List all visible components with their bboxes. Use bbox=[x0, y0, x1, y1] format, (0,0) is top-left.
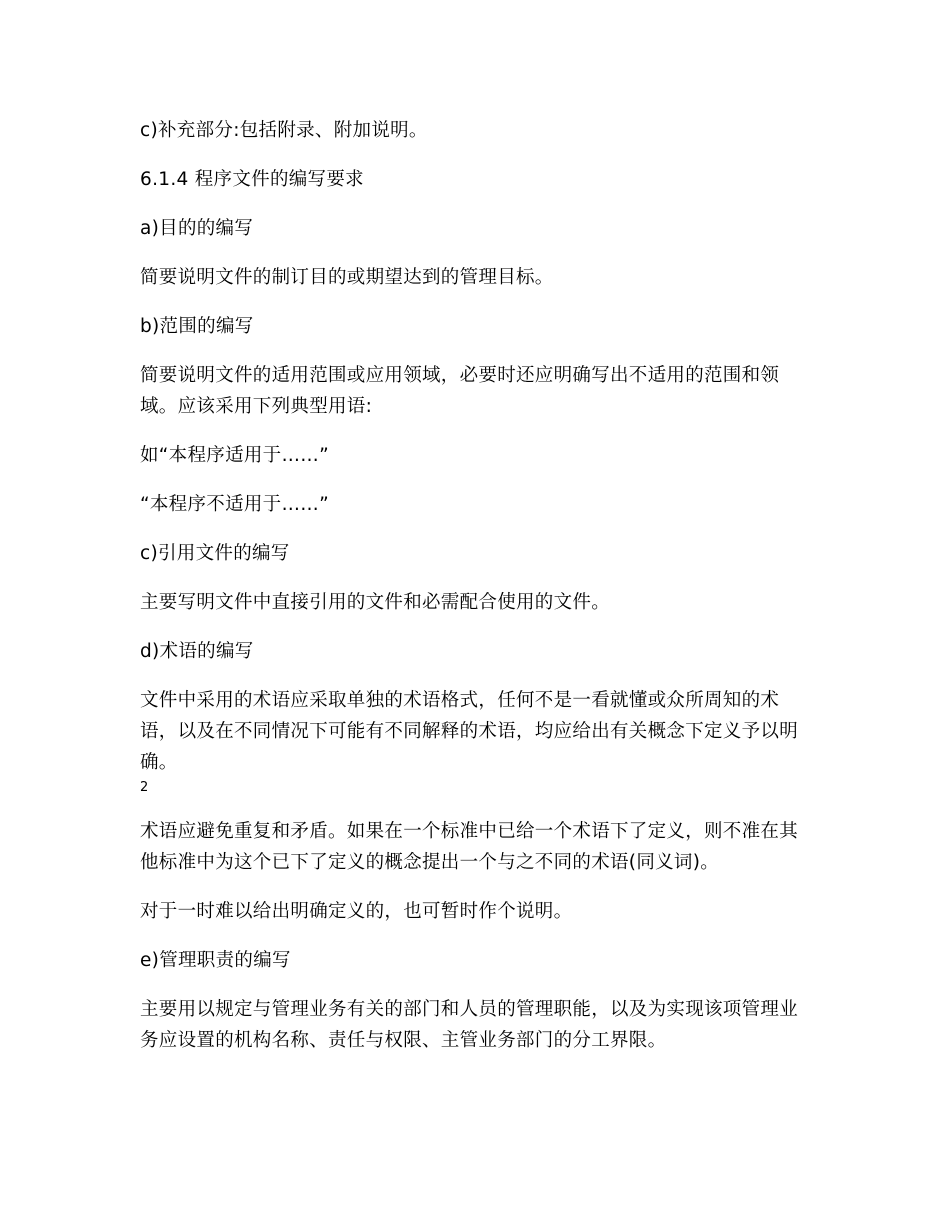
subheading-purpose: a)目的的编写 bbox=[140, 218, 254, 239]
paragraph-temporary-definition: 对于一时难以给出明确定义的，也可暂时作个说明。 bbox=[140, 901, 573, 922]
subheading-references: c)引用文件的编写 bbox=[140, 543, 290, 564]
subheading-responsibilities: e)管理职责的编写 bbox=[140, 950, 291, 971]
paragraph-responsibilities: 主要用以规定与管理业务有关的部门和人员的管理职能，以及为实现该项管理业务应设置的机构名称、责任与权限、主管业务部门的分工界限。 bbox=[140, 999, 799, 1051]
paragraph-scope: 简要说明文件的适用范围或应用领域，必要时还应明确写出不适用的范围和领域。应该采用下列典型用语: bbox=[140, 365, 780, 417]
paragraph-references: 主要写明文件中直接引用的文件和必需配合使用的文件。 bbox=[140, 592, 611, 613]
subheading-terms: d)术语的编写 bbox=[140, 641, 254, 662]
document-body bbox=[140, 115, 812, 1056]
page-number: 2 bbox=[140, 780, 149, 795]
paragraph-terms: 文件中采用的术语应采取单独的术语格式，任何不是一看就懂或众所周知的术语，以及在不同情况下可能有不同解释的术语，均应给出有关概念下定义予以明确。 bbox=[140, 690, 799, 773]
paragraph-supplement: c)补充部分:包括附录、附加说明。 bbox=[140, 120, 428, 141]
section-heading-6-1-4: 6.1.4 程序文件的编写要求 bbox=[140, 169, 364, 190]
paragraph-scope-example-2: “本程序不适用于……” bbox=[140, 494, 329, 515]
paragraph-scope-example-1: 如“本程序适用于……” bbox=[140, 445, 329, 466]
subheading-scope: b)范围的编写 bbox=[140, 316, 254, 337]
paragraph-purpose: 简要说明文件的制订目的或期望达到的管理目标。 bbox=[140, 267, 554, 288]
paragraph-terms-consistency: 术语应避免重复和矛盾。如果在一个标准中已给一个术语下了定义，则不准在其他标准中为这个已下了定义的概念提出一个与之不同的术语(同义词)。 bbox=[140, 821, 799, 873]
